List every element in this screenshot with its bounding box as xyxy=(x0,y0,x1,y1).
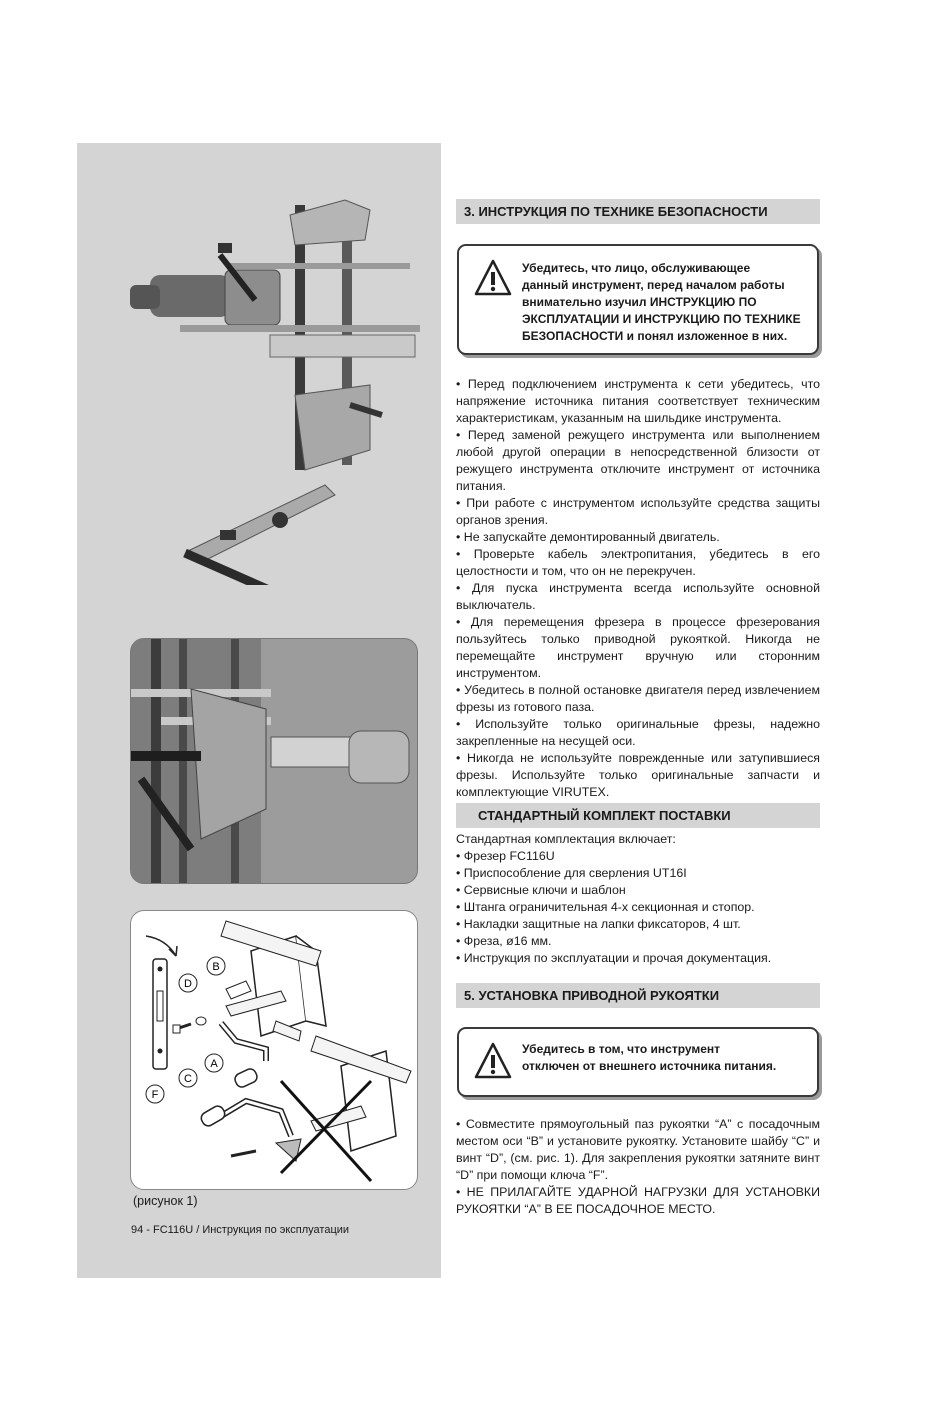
list-item: • Перед заменой режущего инструмента или выполнением любой другой операции в непосредственной близости от режущего инструмента отключите инструмент от источника питания. xyxy=(456,428,820,493)
label-b: B xyxy=(212,961,220,973)
power-warning-text: Убедитесь в том, что инструмент отключен от внешнего источника питания. xyxy=(522,1042,777,1073)
list-item: • Штанга ограничительная 4-х секционная и стопор. xyxy=(456,900,755,914)
section-3-header: 3. ИНСТРУКЦИЯ ПО ТЕХНИКЕ БЕЗОПАСНОСТИ xyxy=(456,199,820,224)
list-item: • Фрезер FC116U xyxy=(456,849,555,863)
section-4-header: СТАНДАРТНЫЙ КОМПЛЕКТ ПОСТАВКИ xyxy=(456,803,820,828)
list-item: • Для перемещения фрезера в процессе фрезерования пользуйтесь только приводной рукояткой. Никогда не перемещайте инструмент вручную или сторонним инструментом. xyxy=(456,615,820,680)
list-item: • Никогда не используйте поврежденные или затупившиеся фрезы. Используйте только оригинальные запчасти и комплектующие VIRUTEX. xyxy=(456,751,820,799)
usage-photo xyxy=(130,638,418,884)
kit-contents-list xyxy=(456,831,820,967)
list-item: • Не запускайте демонтированный двигатель. xyxy=(456,530,720,544)
figure-caption: (рисунок 1) xyxy=(133,1194,198,1208)
safety-warning-text: Убедитесь, что лицо, обслуживающее данный инструмент, перед началом работы внимательно изучил ИНСТРУКЦИЮ ПО ЭКСПЛУАТАЦИИ И ИНСТРУКЦИЮ ПО ТЕХНИКЕ БЕЗОПАСНОСТИ и понял изложенное в них. xyxy=(522,261,801,343)
list-item: • При работе с инструментом используйте средства защиты органов зрения. xyxy=(456,496,820,527)
list-item: • Фреза, ø16 мм. xyxy=(456,934,552,948)
list-item: • Используйте только оригинальные фрезы, надежно закрепленные на несущей оси. xyxy=(456,717,820,748)
product-photo xyxy=(120,185,420,585)
list-item: • Накладки защитные на лапки фиксаторов, 4 шт. xyxy=(456,917,741,931)
warning-triangle-icon xyxy=(473,258,513,298)
list-item: • Перед подключением инструмента к сети убедитесь, что напряжение источника питания соответствует техническим характеристикам, указанным на шильдике инструмента. xyxy=(456,377,820,425)
warning-triangle-icon xyxy=(473,1041,513,1081)
label-f: F xyxy=(151,1089,159,1101)
list-item: • Проверьте кабель электропитания, убедитесь в его целостности и том, что он не перекручен. xyxy=(456,547,820,578)
label-a: A xyxy=(210,1058,218,1070)
paragraph: • Совместите прямоугольный паз рукоятки “A” с посадочным местом оси “B” и установите рукоятку. Установите шайбу “C” и винт “D”, (см. рис. 1). Для закрепления рукоятки затяните винт “D” при помощи ключа “F”. xyxy=(456,1117,820,1182)
assembly-figure xyxy=(130,910,418,1190)
page-footer: 94 - FC116U / Инструкция по эксплуатации xyxy=(131,1224,350,1236)
paragraph: • НЕ ПРИЛАГАЙТЕ УДАРНОЙ НАГРУЗКИ ДЛЯ УСТАНОВКИ РУКОЯТКИ “A” В ЕЕ ПОСАДОЧНОЕ МЕСТО. xyxy=(456,1185,820,1216)
section-5-header: 5. УСТАНОВКА ПРИВОДНОЙ РУКОЯТКИ xyxy=(456,983,820,1008)
safety-warning-box xyxy=(457,244,819,355)
handle-install-text xyxy=(456,1116,820,1218)
label-d: D xyxy=(184,978,192,990)
label-c: C xyxy=(184,1073,192,1085)
list-item: • Для пуска инструмента всегда используйте основной выключатель. xyxy=(456,581,820,612)
power-warning-box xyxy=(457,1027,819,1097)
list-item: • Инструкция по эксплуатации и прочая документация. xyxy=(456,951,772,965)
list-item: • Убедитесь в полной остановке двигателя перед извлечением фрезы из готового паза. xyxy=(456,683,820,714)
list-item: Стандартная комплектация включает: xyxy=(456,832,676,846)
safety-bullets xyxy=(456,376,820,801)
list-item: • Приспособление для сверления UT16I xyxy=(456,866,687,880)
list-item: • Сервисные ключи и шаблон xyxy=(456,883,626,897)
